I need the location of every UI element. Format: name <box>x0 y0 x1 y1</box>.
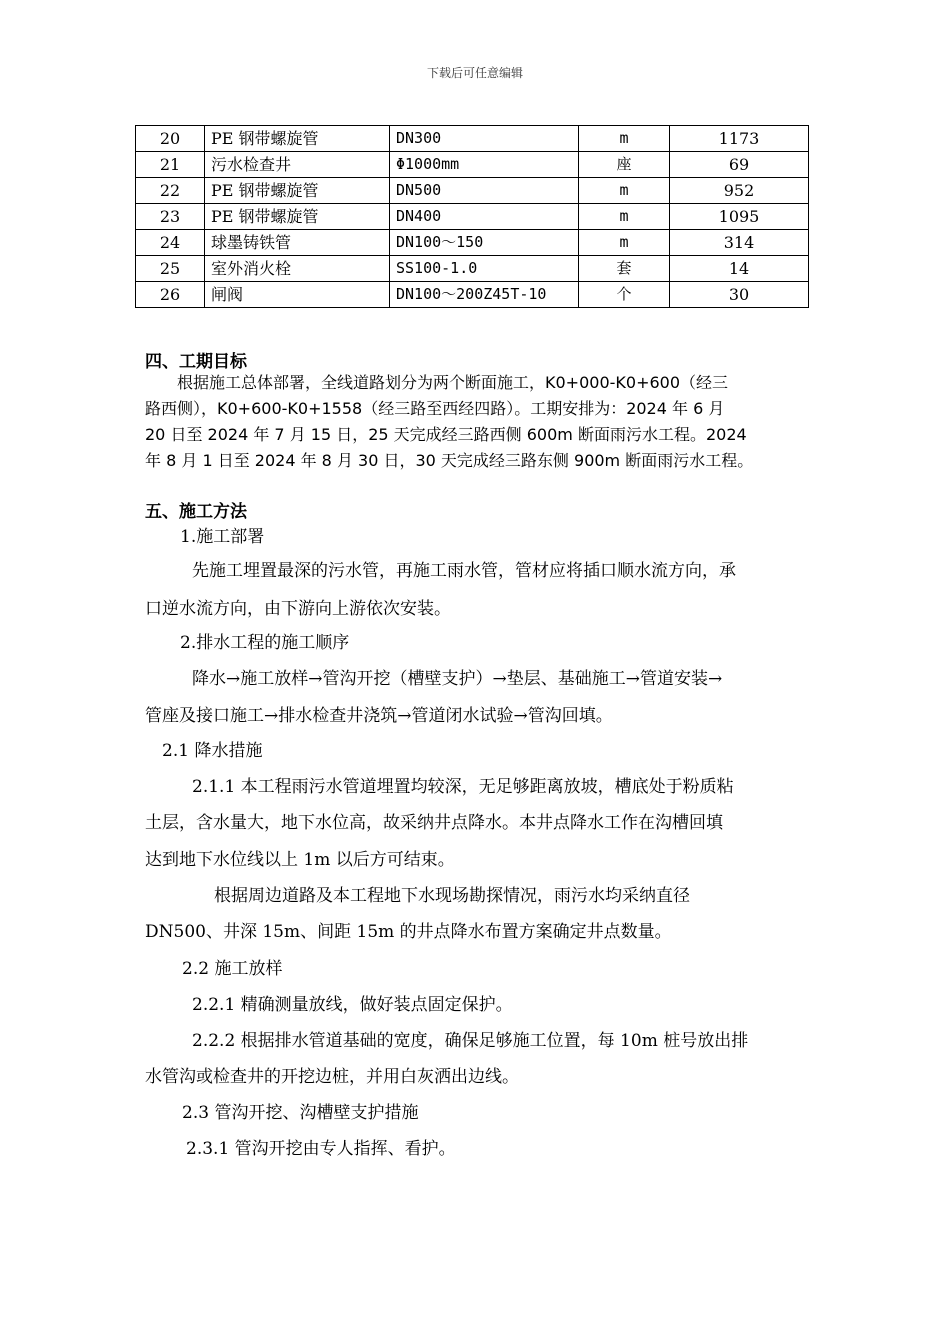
page-header: 下载后可任意编辑 <box>426 66 523 80</box>
table-row <box>136 282 809 308</box>
paragraph-line: DN500、井深 15m、间距 15m 的井点降水布置方案确定井点数量。 <box>145 922 672 942</box>
row-number-cell: 23 <box>136 204 205 230</box>
unit-cell: 套 <box>579 256 670 282</box>
paragraph-line: 年 8 月 1 日至 2024 年 8 月 30 日，30 天完成经三路东侧 900m 断面雨污水工程。 <box>145 451 754 470</box>
table-row <box>136 152 809 178</box>
item-name-cell: PE 钢带螺旋管 <box>205 178 390 204</box>
quantity-cell: 1095 <box>670 204 809 230</box>
paragraph-line: 20 日至 2024 年 7 月 15 日，25 天完成经三路西侧 600m 断面雨污水工程。2024 <box>145 425 747 444</box>
quantity-cell: 1173 <box>670 126 809 152</box>
row-number-cell: 22 <box>136 178 205 204</box>
unit-cell: m <box>579 204 670 230</box>
spec-cell: DN400 <box>390 204 579 230</box>
item-name-cell: PE 钢带螺旋管 <box>205 126 390 152</box>
paragraph-line: 路西侧），K0+600-K0+1558（经三路至西经四路）。工期安排为：2024 年 6 月 <box>145 399 725 418</box>
subsection-2-3-heading: 2.3 管沟开挖、沟槽壁支护措施 <box>182 1103 419 1123</box>
spec-cell: DN300 <box>390 126 579 152</box>
section-4-title: 四、工期目标 <box>145 352 247 372</box>
spec-cell: DN100～150 <box>390 230 579 256</box>
paragraph-line: 土层，含水量大，地下水位高，故采纳井点降水。本井点降水工作在沟槽回填 <box>145 813 723 833</box>
table-row <box>136 230 809 256</box>
unit-cell: m <box>579 178 670 204</box>
quantity-cell: 14 <box>670 256 809 282</box>
row-number-cell: 21 <box>136 152 205 178</box>
item-name-cell: 污水检查井 <box>205 152 390 178</box>
item-name-cell: 球墨铸铁管 <box>205 230 390 256</box>
spec-cell: Φ1000mm <box>390 152 579 178</box>
item-name-cell: 闸阀 <box>205 282 390 308</box>
paragraph-line: 降水→施工放样→管沟开挖（槽壁支护）→垫层、基础施工→管道安装→ <box>192 669 723 689</box>
row-number-cell: 20 <box>136 126 205 152</box>
paragraph-line: 先施工埋置最深的污水管，再施工雨水管，管材应将插口顺水流方向，承 <box>192 561 736 581</box>
unit-cell: m <box>579 230 670 256</box>
unit-cell: 座 <box>579 152 670 178</box>
table-row <box>136 178 809 204</box>
table-row <box>136 256 809 282</box>
subsection-2-1-heading: 2.1 降水措施 <box>162 741 263 761</box>
paragraph-line: 根据施工总体部署，全线道路划分为两个断面施工，K0+000-K0+600（经三 <box>145 373 729 392</box>
paragraph-line: 2.2.1 精确测量放线，做好装点固定保护。 <box>192 995 513 1015</box>
unit-cell: 个 <box>579 282 670 308</box>
quantity-cell: 69 <box>670 152 809 178</box>
unit-cell: m <box>579 126 670 152</box>
paragraph-line: 达到地下水位线以上 1m 以后方可结束。 <box>145 850 455 870</box>
paragraph-line: 2.3.1 管沟开挖由专人指挥、看护。 <box>186 1139 456 1159</box>
paragraph-line: 水管沟或检查井的开挖边桩，并用白灰洒出边线。 <box>145 1067 519 1087</box>
item-name-cell: PE 钢带螺旋管 <box>205 204 390 230</box>
row-number-cell: 26 <box>136 282 205 308</box>
subsection-2-2-heading: 2.2 施工放样 <box>182 959 283 979</box>
paragraph-line: 2.2.2 根据排水管道基础的宽度，确保足够施工位置，每 10m 桩号放出排 <box>192 1031 749 1051</box>
paragraph-line: 2.1.1 本工程雨污水管道埋置均较深，无足够距离放坡，槽底处于粉质粘 <box>192 777 734 797</box>
item-name-cell: 室外消火栓 <box>205 256 390 282</box>
quantity-cell: 30 <box>670 282 809 308</box>
table-row <box>136 126 809 152</box>
row-number-cell: 24 <box>136 230 205 256</box>
row-number-cell: 25 <box>136 256 205 282</box>
section-5-title: 五、施工方法 <box>145 502 247 522</box>
spec-cell: SS100-1.0 <box>390 256 579 282</box>
quantity-cell: 952 <box>670 178 809 204</box>
paragraph-line: 根据周边道路及本工程地下水现场勘探情况，雨污水均采纳直径 <box>214 886 690 906</box>
section-4-paragraph <box>145 370 810 474</box>
spec-cell: DN500 <box>390 178 579 204</box>
subsection-2-heading: 2.排水工程的施工顺序 <box>180 633 350 653</box>
materials-table <box>135 125 809 308</box>
subsection-1-heading: 1.施工部署 <box>180 527 265 547</box>
spec-cell: DN100～200Z45T-10 <box>390 282 579 308</box>
paragraph-line: 管座及接口施工→排水检查井浇筑→管道闭水试验→管沟回填。 <box>145 706 613 726</box>
paragraph-line: 口逆水流方向，由下游向上游依次安装。 <box>145 599 451 619</box>
quantity-cell: 314 <box>670 230 809 256</box>
table-row <box>136 204 809 230</box>
